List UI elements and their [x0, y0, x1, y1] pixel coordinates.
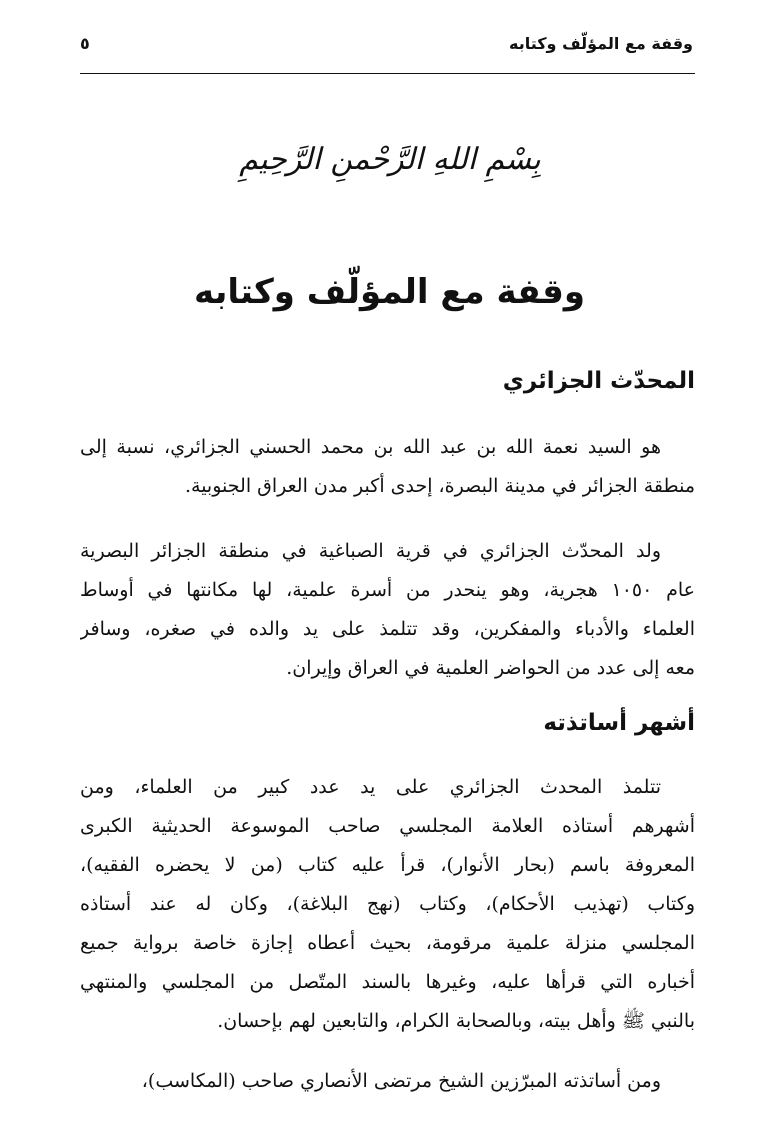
header-rule	[80, 73, 695, 74]
paragraph-1	[80, 428, 695, 506]
page-number: ٥	[80, 34, 90, 53]
paragraph-line: تتلمذ المحدث الجزائري على يد عدد كبير من العلماء، ومن	[80, 776, 661, 798]
running-header	[80, 30, 693, 64]
chapter-title: وقفة مع المؤلّف وكتابه	[194, 272, 585, 312]
basmala-calligraphy: بِسْمِ اللهِ الرَّحْمنِ الرَّحِيمِ	[239, 142, 541, 177]
paragraph-2	[80, 532, 695, 688]
paragraph-line: معه إلى عدد من الحواضر العلمية في العراق وإيران.	[286, 657, 695, 679]
paragraph-line: منطقة الجزائر في مدينة البصرة، إحدى أكبر مدن العراق الجنوبية.	[184, 475, 695, 497]
paragraph-line: المعروفة باسم (بحار الأنوار)، قرأ عليه كتاب (من لا يحضره الفقيه)،	[80, 854, 695, 876]
paragraph-line: ومن أساتذته المبرّزين الشيخ مرتضى الأنصاري صاحب (المكاسب)،	[141, 1070, 661, 1092]
running-title: وقفة مع المؤلّف وكتابه	[509, 34, 693, 53]
paragraph-line: بالنبي ﷺ وأهل بيته، وبالصحابة الكرام، والتابعين لهم بإحسان.	[217, 1010, 695, 1032]
section-heading-teachers: أشهر أساتذته	[543, 710, 695, 736]
paragraph-3	[80, 768, 695, 1041]
paragraph-line: المجلسي منزلة علمية مرقومة، بحيث أعطاه إجازة خاصة برواية جميع	[80, 932, 695, 954]
paragraph-line: أشهرهم أستاذه العلامة المجلسي صاحب الموسوعة الحديثية الكبرى	[80, 815, 695, 837]
paragraph-line: أخباره التي قرأها عليه، وغيرها بالسند المتّصل من المجلسي والمنتهي	[80, 971, 695, 993]
paragraph-line: عام ١٠٥٠ هجرية، وهو ينحدر من أسرة علمية، لها مكانتها في أوساط	[80, 579, 695, 601]
paragraph-line: ولد المحدّث الجزائري في قرية الصباغية في منطقة الجزائر البصرية	[80, 540, 661, 562]
paragraph-line: هو السيد نعمة الله بن عبد الله بن محمد الحسني الجزائري، نسبة إلى	[80, 436, 661, 458]
paragraph-line: العلماء والأدباء والمفكرين، وقد تتلمذ على يد والده في صغره، وسافر	[80, 618, 695, 640]
paragraph-line: وكتاب (تهذيب الأحكام)، وكتاب (نهج البلاغة)، وكان له عند أستاذه	[80, 893, 695, 915]
paragraph-4	[80, 1062, 695, 1101]
section-heading-muhaddith: المحدّث الجزائري	[502, 368, 695, 394]
